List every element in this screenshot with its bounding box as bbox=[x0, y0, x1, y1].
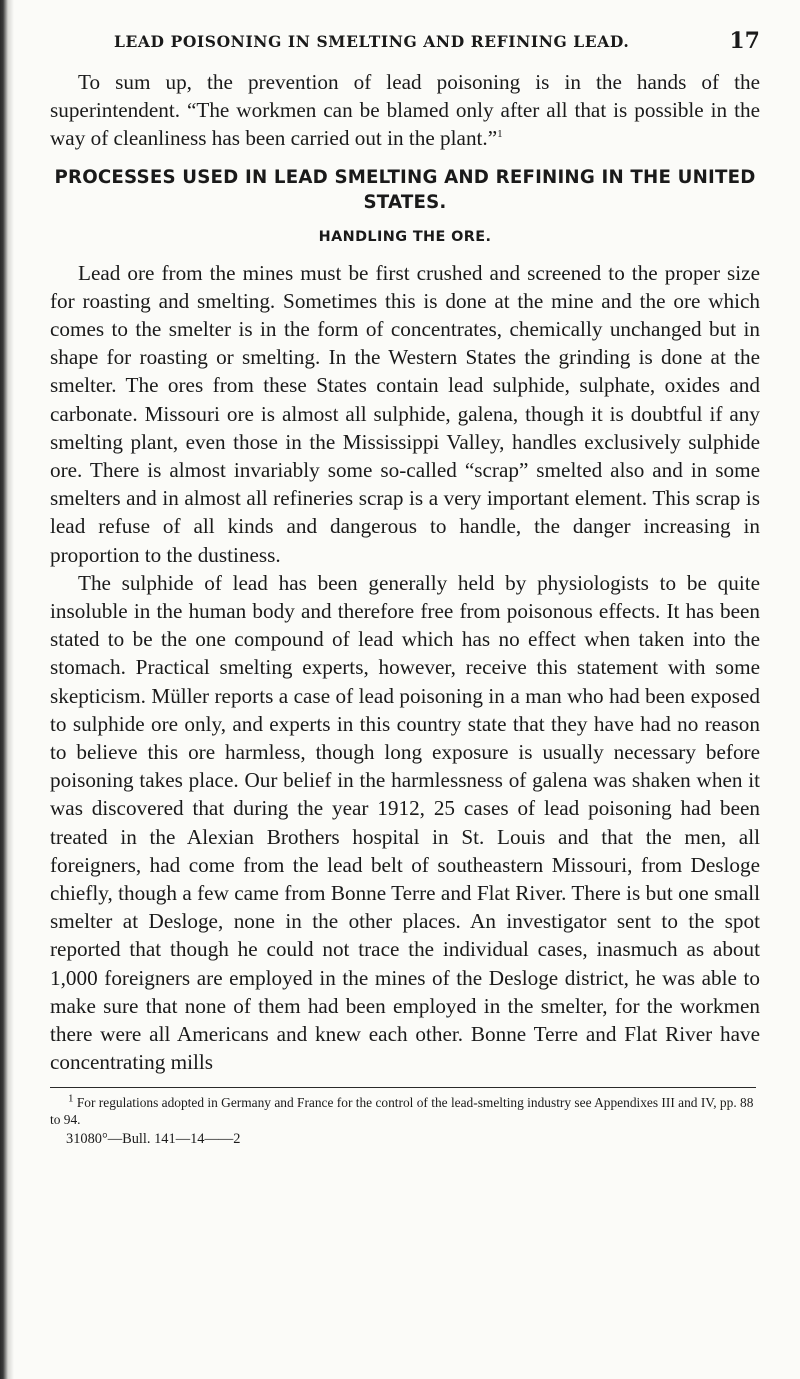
footnote-reference: 1 bbox=[497, 128, 503, 141]
footnote-text: For regulations adopted in Germany and France for the control of the lead-smelting industry see Appendixes III and IV, pp. 88 to 94. bbox=[50, 1094, 754, 1127]
footnote bbox=[50, 1094, 760, 1128]
printer-signature: 31080°—Bull. 141—14——2 bbox=[66, 1130, 241, 1147]
footnote-divider bbox=[50, 1087, 756, 1088]
section-title: PROCESSES USED IN LEAD SMELTING AND REFINING IN THE UNITED STATES. bbox=[54, 166, 756, 213]
intro-paragraph bbox=[50, 68, 760, 153]
book-page bbox=[50, 28, 760, 1148]
page-number: 17 bbox=[729, 28, 760, 54]
paragraph-handling-ore: Lead ore from the mines must be first crushed and screened to the proper size for roasting and smelting. Sometimes this is done at the mine and the ore which comes to the smelter is in the form of concentrates, chemically unchanged but in shape for roasting or smelting. In the Western States the grinding is done at the smelter. The ores from these States contain lead sulphide, sulphate, oxides and carbonate. Missouri ore is almost all sulphide, galena, though it is doubtful if any smelting plant, even those in the Mississippi Valley, handles exclusively sulphide ore. There is almost invariably some so-called “scrap” smelted also and in some smelters and in almost all refineries scrap is a very important element. This scrap is lead refuse of all kinds and dangerous to handle, the danger increasing in proportion to the dustiness. bbox=[50, 260, 760, 567]
scan-binding-edge bbox=[0, 0, 14, 1379]
subsection-title: HANDLING THE ORE. bbox=[318, 228, 492, 245]
running-head bbox=[50, 28, 760, 60]
running-title: LEAD POISONING IN SMELTING AND REFINING LEAD. bbox=[114, 32, 630, 51]
footnote-mark: 1 bbox=[68, 1092, 74, 1105]
paragraph-sulphide-lead: The sulphide of lead has been generally held by physiologists to be quite insoluble in the human body and therefore free from poisonous effects. It has been stated to be the one compound of lead which has no effect when taken into the stomach. Practical smelting experts, however, receive this statement with some skepticism. Müller reports a case of lead poisoning in a man who had been exposed to sulphide ore only, and experts in this country state that they have had no reason to believe this ore harmless, though long exposure is usually necessary before poisoning takes place. Our belief in the harmlessness of galena was shaken when it was discovered that during the year 1912, 25 cases of lead poisoning had been treated in the Alexian Brothers hospital in St. Louis and that the men, all foreigners, had come from the lead belt of southeastern Missouri, from Desloge chiefly, though a few came from Bonne Terre and Flat River. There is but one small smelter at Desloge, none in the other places. An investigator sent to the spot reported that though he could not trace the individual cases, inasmuch as about 1,000 foreigners are employed in the mines of the Desloge district, he was able to make sure that none of them had been employed in the smelter, for the workmen there were all Americans and knew each other. Bonne Terre and Flat River have concentrating mills bbox=[50, 570, 760, 1075]
intro-text: To sum up, the prevention of lead poisoning is in the hands of the superintendent. “The workmen can be blamed only after all that is possible in the way of cleanliness has been carried out in the plant.” bbox=[50, 70, 760, 151]
